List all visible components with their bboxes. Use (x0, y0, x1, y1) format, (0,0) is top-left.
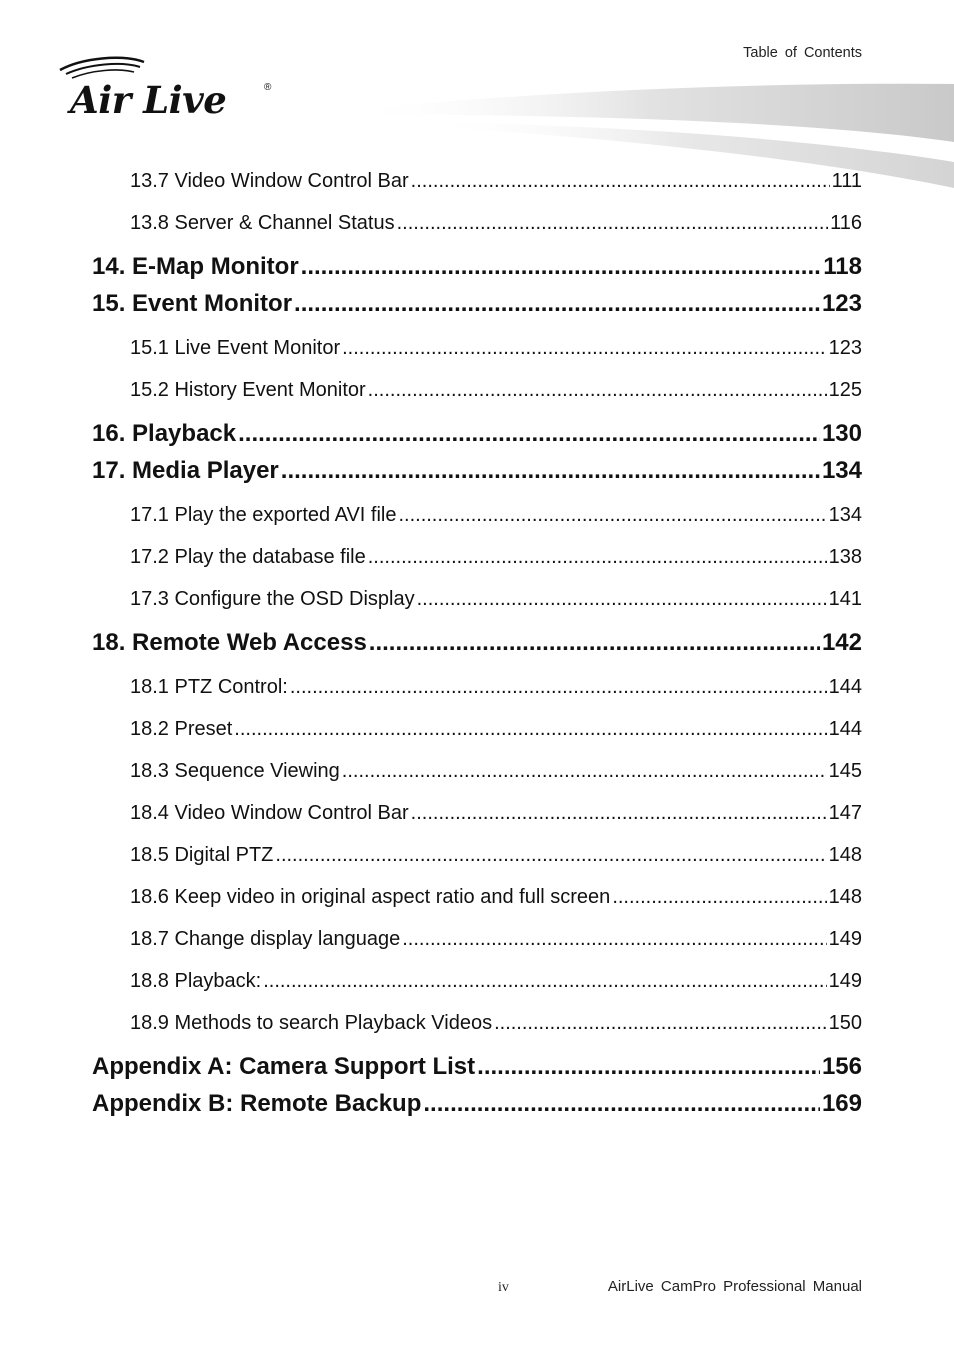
toc-entry-title: 16. Playback (92, 420, 237, 447)
toc-entry-title: 18.7 Change display language (130, 928, 401, 950)
page-header-title: Table of Contents (743, 45, 862, 61)
toc-entry[interactable] (130, 546, 862, 588)
toc-entry[interactable] (92, 1090, 862, 1118)
toc-entry-page: 148 (828, 886, 862, 908)
toc-dot-leader (290, 676, 827, 699)
toc-dot-leader (301, 253, 822, 281)
toc-entry-title: 18.1 PTZ Control: (130, 676, 288, 698)
toc-entry[interactable] (130, 886, 862, 928)
toc-entry-title: 14. E-Map Monitor (92, 253, 299, 280)
toc-entry-page: 156 (821, 1053, 862, 1080)
toc-entry[interactable] (130, 760, 862, 802)
toc-entry-title: 18. Remote Web Access (92, 629, 367, 656)
toc-entry-page: 134 (821, 457, 862, 484)
toc-entry-page: 138 (828, 546, 862, 568)
toc-entry-title: 18.8 Playback: (130, 970, 262, 992)
toc-entry[interactable] (130, 379, 862, 421)
toc-dot-leader (398, 504, 826, 527)
toc-entry[interactable] (92, 420, 862, 448)
toc-dot-leader (342, 337, 827, 360)
toc-entry-page: 144 (828, 718, 862, 740)
registered-mark: ® (264, 82, 272, 93)
toc-entry-page: 123 (828, 337, 862, 359)
toc-dot-leader (368, 546, 827, 569)
footer-manual-title: AirLive CamPro Professional Manual (607, 1278, 862, 1295)
toc-entry-page: 116 (830, 212, 862, 234)
toc-entry-title: 17.1 Play the exported AVI file (130, 504, 397, 526)
toc-entry-title: 18.9 Methods to search Playback Videos (130, 1012, 493, 1034)
toc-entry-page: 169 (821, 1090, 862, 1117)
toc-entry-title: 18.4 Video Window Control Bar (130, 802, 409, 824)
toc-entry[interactable] (130, 970, 862, 1012)
toc-entry-page: 130 (821, 420, 862, 447)
toc-entry-title: Appendix B: Remote Backup (92, 1090, 422, 1117)
toc-entry-page: 144 (828, 676, 862, 698)
toc-entry[interactable] (130, 928, 862, 970)
toc-entry-page: 118 (823, 253, 862, 280)
toc-dot-leader (423, 1090, 820, 1118)
toc-dot-leader (417, 588, 827, 611)
toc-dot-leader (477, 1053, 820, 1081)
toc-entry[interactable] (130, 504, 862, 546)
logo-text: Air Live (70, 78, 227, 122)
airlive-logo (52, 52, 282, 122)
toc-entry-title: 17. Media Player (92, 457, 279, 484)
toc-dot-leader (411, 802, 827, 825)
toc-entry-title: 17.2 Play the database file (130, 546, 366, 568)
toc-entry-page: 148 (828, 844, 862, 866)
toc-entry-page: 142 (821, 629, 862, 656)
toc-dot-leader (234, 718, 826, 741)
toc-dot-leader (369, 629, 820, 657)
toc-entry-page: 147 (828, 802, 862, 824)
toc-entry-title: 18.3 Sequence Viewing (130, 760, 340, 782)
toc-dot-leader (281, 457, 820, 485)
toc-entry-page: 111 (831, 170, 862, 192)
toc-entry-page: 125 (828, 379, 862, 401)
toc-entry[interactable] (130, 844, 862, 886)
toc-entry[interactable] (130, 1012, 862, 1054)
toc-entry-title: 18.2 Preset (130, 718, 233, 740)
toc-entry-title: 15.1 Live Event Monitor (130, 337, 341, 359)
toc-entry[interactable] (130, 337, 862, 379)
toc-entry[interactable] (130, 676, 862, 718)
toc-entry[interactable] (92, 457, 862, 485)
toc-dot-leader (397, 212, 829, 235)
toc-entry-page: 141 (828, 588, 862, 610)
toc-dot-leader (263, 970, 826, 993)
toc-entry[interactable] (92, 629, 862, 657)
toc-dot-leader (238, 420, 820, 448)
toc-entry[interactable] (92, 253, 862, 281)
toc-entry[interactable] (130, 588, 862, 630)
toc-entry[interactable] (130, 718, 862, 760)
toc-entry-title: 15.2 History Event Monitor (130, 379, 366, 401)
toc-entry-page: 150 (828, 1012, 862, 1034)
toc-dot-leader (411, 170, 830, 193)
toc-entry-page: 149 (828, 928, 862, 950)
toc-dot-leader (402, 928, 826, 951)
toc-dot-leader (342, 760, 827, 783)
toc-entry-page: 145 (828, 760, 862, 782)
toc-entry-title: 17.3 Configure the OSD Display (130, 588, 415, 610)
toc-entry-page: 149 (828, 970, 862, 992)
toc-dot-leader (368, 379, 827, 402)
toc-entry[interactable] (92, 290, 862, 318)
toc-dot-leader (294, 290, 820, 318)
toc-entry-page: 123 (821, 290, 862, 317)
toc-entry-title: 15. Event Monitor (92, 290, 293, 317)
toc-entry-title: 13.8 Server & Channel Status (130, 212, 395, 234)
toc-entry-page: 134 (828, 504, 862, 526)
toc-entry[interactable] (130, 170, 862, 212)
toc-dot-leader (612, 886, 826, 909)
toc-entry[interactable] (130, 212, 862, 254)
toc-entry-title: 18.5 Digital PTZ (130, 844, 274, 866)
toc-entry-title: 13.7 Video Window Control Bar (130, 170, 409, 192)
toc-dot-leader (494, 1012, 827, 1035)
toc-entry-title: Appendix A: Camera Support List (92, 1053, 476, 1080)
toc-entry-title: 18.6 Keep video in original aspect ratio and full screen (130, 886, 611, 908)
toc-dot-leader (275, 844, 826, 867)
footer-page-number: iv (498, 1280, 509, 1295)
toc-entry[interactable] (92, 1053, 862, 1081)
toc-entry[interactable] (130, 802, 862, 844)
